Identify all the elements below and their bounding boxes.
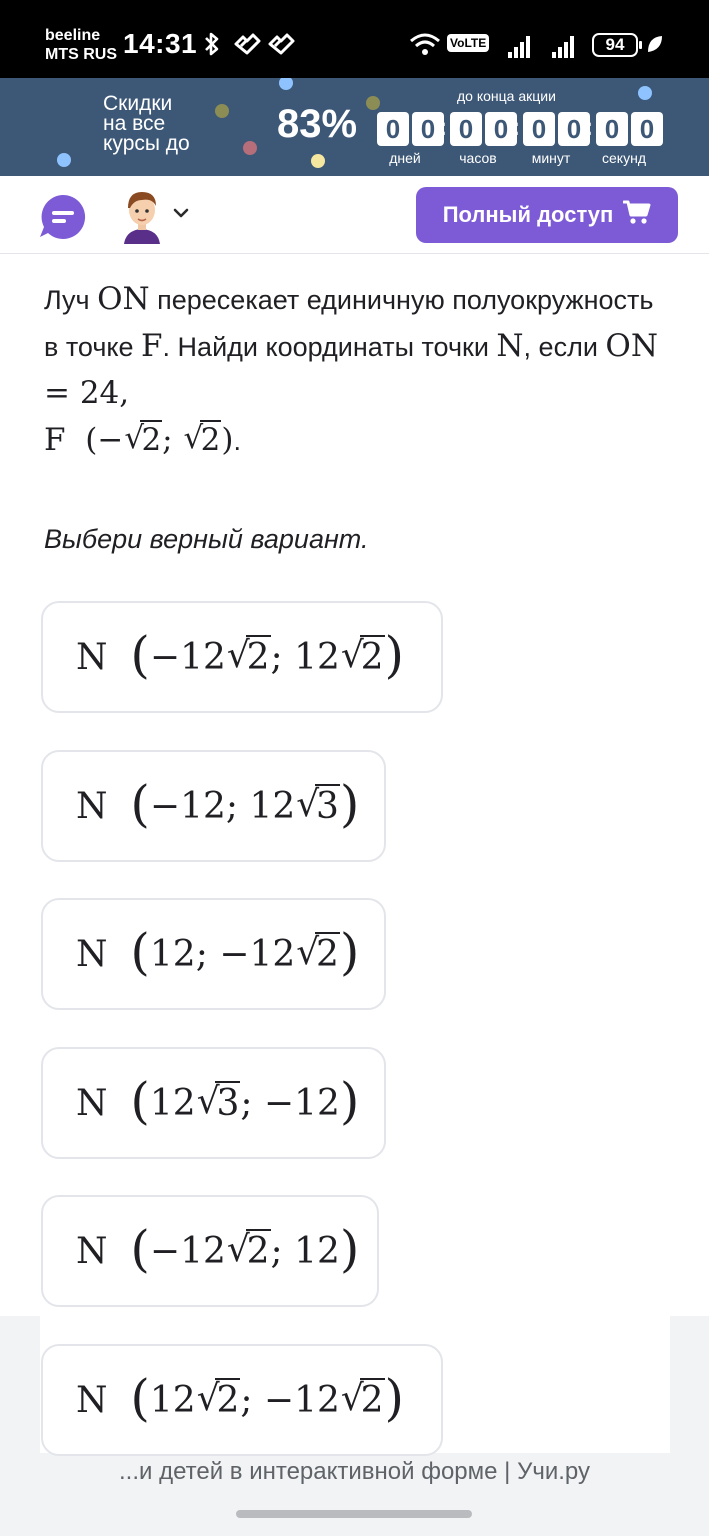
math-paren: ( bbox=[130, 1220, 150, 1278]
answer-prompt: Выбери верный вариант. bbox=[44, 524, 369, 554]
signal-icon bbox=[508, 34, 536, 58]
option-y-coef: 12 bbox=[294, 1230, 340, 1272]
math-paren: ) bbox=[384, 1369, 405, 1427]
math-space bbox=[108, 786, 131, 827]
option-x-coef: −12 bbox=[149, 1230, 226, 1272]
option-point-label: N bbox=[76, 1230, 108, 1272]
math-sep: ; bbox=[270, 1230, 295, 1272]
carrier-2: MTS RUS bbox=[45, 46, 117, 63]
math-sep: ; bbox=[162, 422, 183, 458]
option-x-radicand: 2 bbox=[246, 636, 270, 678]
full-access-button[interactable] bbox=[416, 187, 678, 243]
battery-icon: 94 bbox=[592, 33, 638, 57]
uchi-chat-logo-icon[interactable] bbox=[38, 193, 86, 241]
option-point-label: N bbox=[76, 1082, 108, 1124]
decor-dot bbox=[311, 154, 325, 168]
answer-option-2[interactable] bbox=[41, 750, 386, 862]
sqrt-sign: √ bbox=[296, 931, 320, 973]
math-sqrt bbox=[340, 634, 385, 678]
math-sep: ; bbox=[240, 1082, 264, 1124]
promo-text bbox=[103, 94, 190, 154]
countdown-label-seconds: секунд bbox=[602, 150, 646, 166]
math-sqrt bbox=[226, 1228, 271, 1272]
math-paren: ( bbox=[130, 1369, 150, 1427]
question-fragment: , если bbox=[523, 332, 606, 362]
math-point-n: N bbox=[496, 328, 524, 364]
option-x-coef: 12 bbox=[149, 1379, 196, 1421]
option-y-radicand: 2 bbox=[360, 636, 384, 678]
math-ray: ON bbox=[97, 281, 150, 317]
countdown-digit: 0 bbox=[485, 112, 517, 146]
math-label: F bbox=[44, 422, 66, 458]
volte-badge: VoLTE bbox=[447, 34, 489, 52]
question-fragment: Луч bbox=[44, 285, 98, 315]
option-y-coef: 12 bbox=[249, 785, 296, 827]
option-x-coef: 12 bbox=[149, 933, 196, 975]
math-sep: ; bbox=[195, 933, 220, 975]
math-paren: ( bbox=[130, 775, 150, 833]
discount-percent: 83% bbox=[277, 102, 358, 146]
answer-option-5[interactable] bbox=[41, 1195, 379, 1307]
countdown-colon: : bbox=[439, 114, 447, 141]
home-indicator[interactable] bbox=[236, 1510, 472, 1518]
option-point-label: N bbox=[76, 636, 108, 678]
decor-dot bbox=[215, 104, 229, 118]
bluetooth-icon bbox=[203, 30, 221, 58]
carrier-1: beeline bbox=[45, 27, 101, 44]
avatar[interactable] bbox=[118, 186, 166, 244]
leaf-icon bbox=[646, 30, 664, 58]
math-paren: ) bbox=[339, 1220, 360, 1278]
option-x-radicand: 2 bbox=[216, 1379, 240, 1421]
sqrt-sign: √ bbox=[196, 1080, 220, 1122]
option-point-label: N bbox=[76, 1379, 108, 1421]
countdown-hours bbox=[450, 112, 517, 146]
math-equality: = 24, bbox=[44, 375, 130, 411]
math-paren: ) bbox=[339, 923, 360, 981]
countdown-colon: : bbox=[585, 114, 593, 141]
math-point-f: F bbox=[141, 328, 163, 364]
countdown-label-minutes: минут bbox=[531, 150, 571, 166]
math-space bbox=[108, 637, 131, 678]
activity-icon bbox=[232, 30, 262, 58]
math-sqrt bbox=[340, 1377, 385, 1421]
option-point-label: N bbox=[76, 785, 108, 827]
question-fragment: . bbox=[233, 426, 241, 456]
math-sep: ; bbox=[270, 636, 295, 678]
math-paren: ) bbox=[221, 422, 234, 458]
countdown-digit: 0 bbox=[558, 112, 590, 146]
option-y-radicand: 3 bbox=[316, 785, 339, 827]
decor-dot bbox=[279, 78, 293, 90]
math-sqrt: √ 2 bbox=[124, 420, 162, 458]
answer-option-4[interactable] bbox=[41, 1047, 386, 1159]
math-space bbox=[108, 1083, 131, 1124]
math-sqrt: √ 2 bbox=[183, 420, 221, 458]
option-y-radicand: 2 bbox=[316, 933, 339, 975]
answer-option-3[interactable] bbox=[41, 898, 386, 1010]
activity-icon-2 bbox=[266, 30, 296, 58]
option-x-coef: −12 bbox=[149, 636, 226, 678]
math-sqrt bbox=[196, 1080, 241, 1124]
sqrt-sign: √ bbox=[226, 1228, 250, 1270]
math-radicand: 2 bbox=[141, 422, 162, 458]
option-x-radicand: 3 bbox=[216, 1082, 240, 1124]
option-point-label: N bbox=[76, 933, 108, 975]
question-fragment: . Найди координаты точки bbox=[162, 332, 497, 362]
math-segment: ON bbox=[605, 328, 658, 364]
math-radicand: 2 bbox=[200, 422, 221, 458]
math-paren: ( bbox=[85, 422, 98, 458]
app-header bbox=[0, 176, 709, 254]
option-x-coef: 12 bbox=[149, 1082, 196, 1124]
cart-icon bbox=[623, 199, 651, 231]
countdown-colon: : bbox=[512, 114, 520, 141]
promo-line: Скидки bbox=[103, 92, 173, 115]
countdown-digit: 0 bbox=[631, 112, 663, 146]
math-sqrt bbox=[296, 783, 340, 827]
math-sep: ; bbox=[240, 1379, 264, 1421]
page-footer[interactable]: ...и детей в интерактивной форме | Учи.ру bbox=[119, 1458, 590, 1485]
math-space bbox=[108, 1231, 131, 1272]
full-access-label: Полный доступ bbox=[442, 202, 614, 227]
wifi-icon bbox=[408, 30, 442, 58]
clock: 14:31 bbox=[123, 28, 198, 59]
promo-banner[interactable] bbox=[0, 78, 709, 176]
math-sep: ; bbox=[225, 785, 250, 827]
math-paren: ) bbox=[384, 626, 405, 684]
decor-dot bbox=[243, 141, 257, 155]
option-y-radicand: 2 bbox=[360, 1379, 384, 1421]
decor-dot bbox=[57, 153, 71, 167]
math-sqrt bbox=[296, 931, 340, 975]
math-paren: ( bbox=[130, 1072, 150, 1130]
sqrt-sign: √ bbox=[296, 783, 320, 825]
answer-option-1[interactable] bbox=[41, 601, 443, 713]
option-x-coef: −12 bbox=[149, 785, 226, 827]
sqrt-sign: √ bbox=[226, 634, 250, 676]
decor-dot bbox=[638, 86, 652, 100]
question-text bbox=[44, 276, 664, 464]
promo-line: на все bbox=[103, 112, 166, 135]
countdown-digit: 0 bbox=[596, 112, 628, 146]
option-y-coef: −12 bbox=[219, 933, 296, 975]
countdown-label-hours: часов bbox=[459, 150, 497, 166]
option-y-coef: 12 bbox=[294, 636, 340, 678]
math-paren: ) bbox=[339, 775, 360, 833]
sqrt-sign: √ bbox=[340, 1377, 364, 1419]
option-x-radicand: 2 bbox=[246, 1230, 270, 1272]
status-bar bbox=[0, 0, 709, 78]
chevron-down-icon[interactable] bbox=[172, 204, 190, 222]
signal-icon-2 bbox=[552, 34, 580, 58]
countdown-digit: 0 bbox=[523, 112, 555, 146]
countdown-digit: 0 bbox=[377, 112, 409, 146]
answer-option-6[interactable] bbox=[41, 1344, 443, 1456]
math-sign: − bbox=[97, 422, 124, 458]
promo-line: курсы до bbox=[103, 132, 190, 155]
countdown-digit: 0 bbox=[412, 112, 444, 146]
countdown-seconds bbox=[596, 112, 663, 146]
question-fragment: пересекает единичную полуокружность в точке bbox=[44, 285, 654, 362]
countdown-minutes bbox=[523, 112, 590, 146]
math-sqrt bbox=[226, 634, 271, 678]
sqrt-sign: √ bbox=[340, 634, 364, 676]
math-paren: ( bbox=[130, 626, 150, 684]
countdown-title: до конца акции bbox=[457, 88, 556, 104]
countdown-days bbox=[377, 112, 444, 146]
math-space bbox=[108, 1380, 131, 1421]
math-paren: ) bbox=[339, 1072, 360, 1130]
sqrt-sign: √ bbox=[196, 1377, 220, 1419]
math-paren: ( bbox=[130, 923, 150, 981]
option-y-coef: −12 bbox=[263, 1082, 340, 1124]
math-sqrt bbox=[196, 1377, 241, 1421]
carrier-name bbox=[45, 26, 117, 64]
countdown-label-days: дней bbox=[389, 150, 421, 166]
math-point-f-coords bbox=[44, 422, 233, 458]
countdown-digit: 0 bbox=[450, 112, 482, 146]
math-space bbox=[108, 934, 131, 975]
decor-dot bbox=[366, 96, 380, 110]
option-y-coef: −12 bbox=[263, 1379, 340, 1421]
